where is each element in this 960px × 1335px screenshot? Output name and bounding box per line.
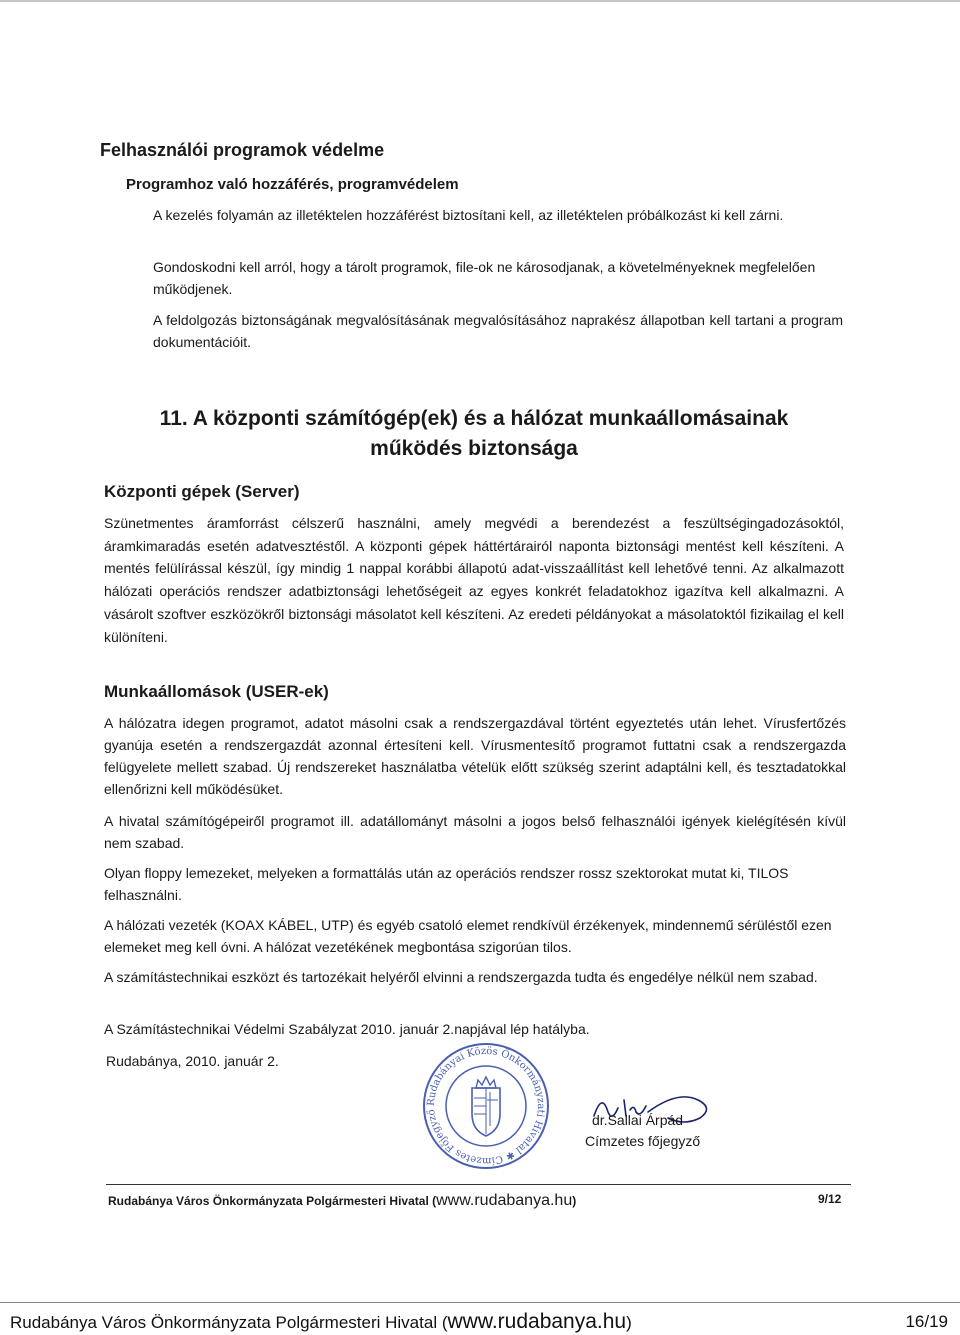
viewer-footer-url[interactable]: www.rudabanya.hu [447,1310,627,1333]
workstations-paragraph-5: A számítástechnikai eszközt és tartozékait helyéről elvinni a rendszergazda tudta és engedélye nélkül nem szabad. [104,969,818,985]
workstations-paragraph-4: A hálózati vezeték (KOAX KÁBEL, UTP) és egyéb csatoló elemet rendkívül érzékenyek, mindennemű sérüléstől ezen elemeket meg kell óvni. A hálózat vezetékének megbontása szigorúan tilos. [104,917,832,955]
doc-footer-close: ) [572,1194,577,1208]
svg-text:Rudabányai Közös Önkormányzati: Rudabányai Közös Önkormányzati Hivatal ✱ Címzetes Főjegyző [425,1045,547,1167]
server-heading: Központi gépek (Server) [104,482,300,501]
viewer-footer [10,1310,632,1334]
server-paragraph: Szünetmentes áramforrást célszerű használni, amely megvédi a berendezést a feszültségingadozásoktól, áramkimaradás esetén adatvesztéstől. A központi gépek háttértárairól naponta biztonsági mentést kell készíteni. A mentés felülírással készül, így mindig 1 nappal korábbi állapotú adat-visszaállítást kell lehetővé tenni. Az alkalmazott hálózati operációs rendszer adatbiztonsági lehetőségeit az egyes konkrét feladatokhoz igazítva kell alkalmazni. A vásárolt szoftver eszközökről biztonsági másolatot kell készíteni. Az eredeti példányokat a másolatoktól fizikailag el kell különíteni. [104,515,844,645]
official-stamp [420,1040,552,1172]
doc-page-number: 9/12 [818,1192,842,1206]
workstations-heading: Munkaállomások (USER-ek) [104,682,329,701]
chapter-heading [140,404,808,464]
viewer-footer-rule [0,1302,960,1303]
doc-footer-url: www.rudabanya.hu [436,1192,573,1209]
subsection-title: Programhoz való hozzáférés, programvédelem [126,176,459,193]
chapter-heading-line2: működés biztonsága [370,437,578,460]
signatory-name: dr.Sallai Árpád [592,1112,684,1128]
place-date: Rudabánya, 2010. január 2. [106,1053,279,1069]
doc-footer-rule [106,1184,851,1185]
signatory-title: Címzetes főjegyző [585,1133,701,1149]
viewer-footer-close: ) [626,1313,632,1332]
workstations-paragraph-1: A hálózatra idegen programot, adatot másolni csak a rendszergazdával történt egyeztetés után lehet. Vírusfertőzés gyanúja esetén a rendszergazdát azonnal értesíteni kell. Vírusmentesítő programot futtatni csak a rendszergazda felügyelete mellett szabad. Új rendszereket használatba vételük előtt szükség szerint adaptálni kell, és tesztadatokkal ellenőrizni kell működésüket. [104,715,846,797]
paragraph-access-2: Gondoskodni kell arról, hogy a tárolt programok, file-ok ne károsodjanak, a követelményeknek megfelelően működjenek. [153,259,816,297]
coat-of-arms-icon [472,1077,500,1136]
chapter-heading-line1: 11. A központi számítógép(ek) és a hálózat munkaállomásainak [159,407,789,430]
paragraph-access-1: A kezelés folyamán az illetéktelen hozzáférést biztosítani kell, az illetéktelen próbálkozást ki kell zárni. [153,207,784,223]
workstations-paragraph-2: A hivatal számítógépeiről programot ill. adatállományt másolni a jogos belső felhasználói igények kielégítésén kívül nem szabad. [104,813,846,851]
workstations-paragraph-3: Olyan floppy lemezeket, melyeken a formattálás után az operációs rendszer rossz szektorokat mutat ki, TILOS felhasználni. [104,865,789,903]
section-title: Felhasználói programok védelme [100,140,385,160]
viewer-footer-org: Rudabánya Város Önkormányzata Polgármesteri Hivatal ( [10,1313,448,1332]
effective-date: A Számítástechnikai Védelmi Szabályzat 2010. január 2.napjával lép hatályba. [104,1021,590,1037]
doc-footer-org: Rudabánya Város Önkormányzata Polgármesteri Hivatal ( [108,1194,437,1208]
doc-footer [108,1192,576,1210]
paragraph-access-3: A feldolgozás biztonságának megvalósításának megvalósításához naprakész állapotban kell tartani a program dokumentációit. [153,312,843,350]
viewer-page-indicator: 16/19 [905,1312,948,1331]
